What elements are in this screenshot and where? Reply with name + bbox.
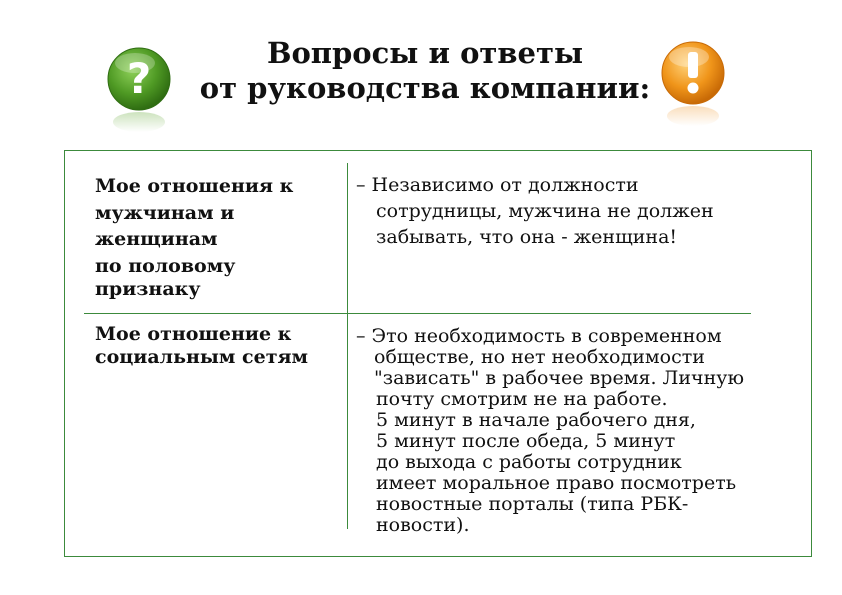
answer-1-line: сотрудницы, мужчина не должен: [376, 200, 714, 222]
question-1-line: Мое отношения к: [95, 175, 294, 197]
svg-text:?: ?: [126, 54, 152, 103]
answer-2-line: 5 минут после обеда, 5 минут: [376, 430, 676, 452]
answer-1-line: забывать, что она - женщина!: [376, 226, 678, 248]
answer-1-line: – Независимо от должности: [356, 174, 639, 196]
answer-2-line: новости).: [376, 514, 470, 536]
answer-2-line: новостные порталы (типа РБК-: [376, 493, 689, 515]
question-1: [95, 173, 345, 303]
answer-2: [356, 326, 776, 536]
answer-2-line: имеет моральное право посмотреть: [376, 472, 737, 494]
title-line-1: Вопросы и ответы: [266, 36, 584, 70]
question-1-line: признаку: [95, 278, 201, 300]
answer-2-line: – Это необходимость в современном: [356, 325, 722, 347]
question-2: [95, 321, 345, 370]
column-divider: [347, 163, 348, 529]
question-1-line: мужчинам и: [95, 201, 235, 224]
question-1-line: женщинам: [95, 228, 218, 250]
question-2-line: Мое отношение к: [95, 323, 292, 345]
answer-2-line: 5 минут в начале рабочего дня,: [376, 409, 696, 431]
row-divider: [84, 313, 751, 314]
answer-2-line: до выхода с работы сотрудник: [376, 451, 682, 473]
answer-1: [356, 172, 776, 250]
question-1-line: по половому: [95, 254, 236, 277]
question-2-line: социальным сетям: [95, 345, 309, 368]
question-mark-icon: [104, 46, 174, 140]
answer-2-line: почту смотрим не на работе.: [376, 388, 668, 410]
answer-2-line: "зависать" в рабочее время. Личную: [374, 367, 744, 389]
answer-2-line: обществе, но нет необходимости: [374, 346, 705, 368]
page-title: [190, 36, 660, 106]
title-line-2: от руководства компании:: [199, 71, 651, 105]
exclamation-mark-icon: [660, 40, 730, 134]
